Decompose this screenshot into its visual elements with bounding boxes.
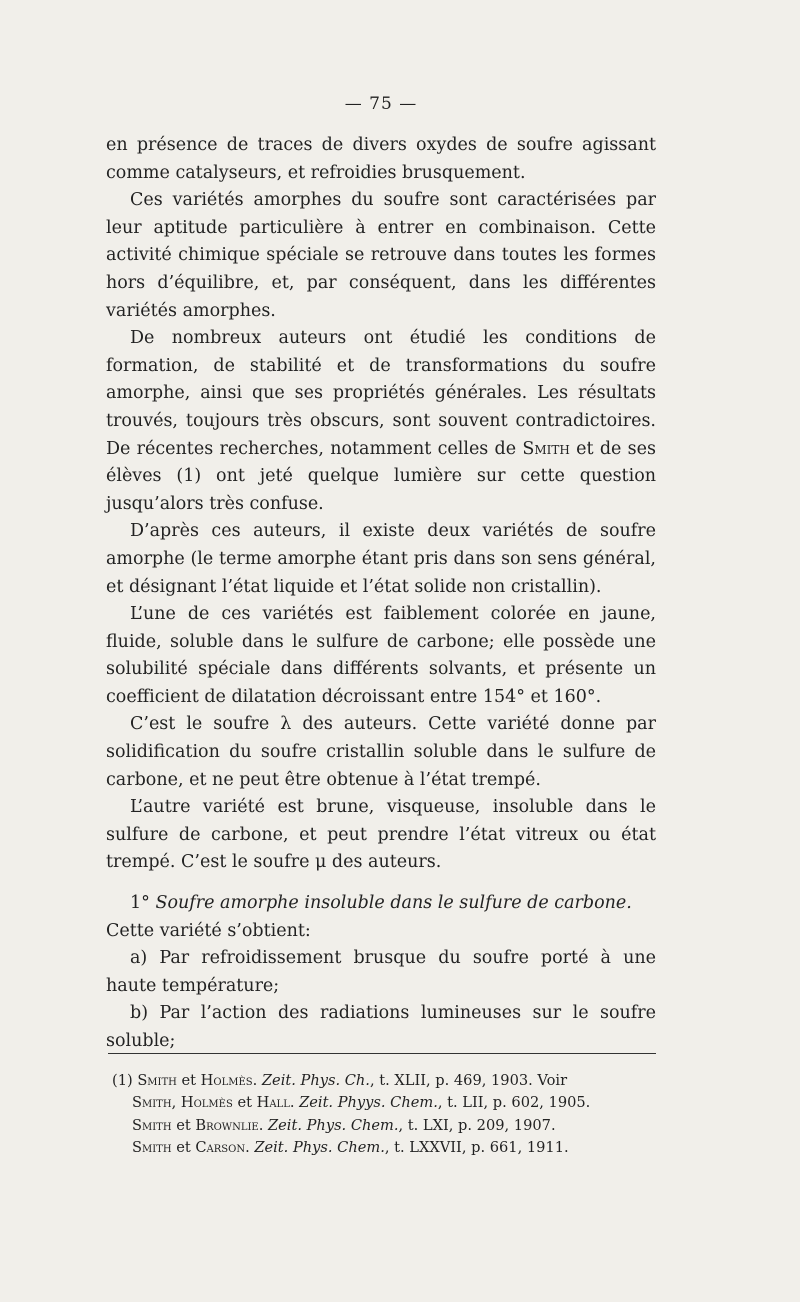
paragraph-1: en présence de traces de divers oxydes de soufre agissant comme catalyseurs, et refroidies brusquement. bbox=[106, 135, 656, 183]
fn2-sep-2: et bbox=[232, 1094, 257, 1112]
fn2-dot: . bbox=[289, 1094, 300, 1112]
fn4-journal: Zeit. Phys. Chem. bbox=[254, 1139, 385, 1157]
footnote-line-4 bbox=[112, 1137, 662, 1159]
footnote-line-3 bbox=[112, 1115, 662, 1137]
footnote-line-2 bbox=[112, 1092, 662, 1114]
fn1-sep: et bbox=[176, 1072, 201, 1089]
list-item-a: a) Par refroidissement brusque du soufre porté à une haute température; bbox=[106, 948, 656, 996]
fn1-ref: , t. XLII, p. 469, 1903. Voir bbox=[369, 1072, 568, 1089]
fn1-author-2: Holmès bbox=[200, 1072, 253, 1089]
fn1-marker: (1) bbox=[112, 1072, 138, 1089]
fn3-journal: Zeit. Phys. Chem. bbox=[268, 1116, 399, 1134]
body-text bbox=[106, 132, 656, 1056]
section-heading bbox=[106, 890, 656, 918]
footnotes bbox=[112, 1070, 662, 1160]
fn1-journal: Zeit. Phys. Ch. bbox=[261, 1072, 370, 1089]
footnote-line-1 bbox=[112, 1070, 662, 1092]
paragraph-3-text: De nombreux auteurs ont étudié les conditions de formation, de stabilité et de transformations du soufre amorphe, ainsi que ses propriétés générales. Les résultats trouvés, toujours très obscurs, sont souvent contradictoires. De récentes recherches, notamment celles de bbox=[106, 328, 656, 459]
section-title: Soufre amorphe insoluble dans le sulfure de carbone. bbox=[155, 893, 632, 914]
fn3-sep: et bbox=[171, 1116, 196, 1134]
paragraph-5: L’une de ces variétés est faiblement colorée en jaune, fluide, soluble dans le sulfure de carbone; elle possède une solubilité spéciale dans différents solvants, et présente un coefficient de dilatation décroissant entre 154° et 160°. bbox=[106, 604, 656, 707]
paragraph-4: D’après ces auteurs, il existe deux variétés de soufre amorphe (le terme amorphe étant pris dans son sens général, et désignant l’état liquide et l’état solide non cristallin). bbox=[106, 521, 656, 597]
fn1-dot: . bbox=[252, 1072, 262, 1089]
fn3-ref: , t. LXI, p. 209, 1907. bbox=[398, 1116, 556, 1134]
fn3-author-1: Smith bbox=[132, 1116, 172, 1134]
list-item-b: b) Par l’action des radiations lumineuses sur le soufre soluble; bbox=[106, 1003, 656, 1051]
paragraph-3 bbox=[106, 325, 656, 518]
fn4-ref: , t. LXXVII, p. 661, 1911. bbox=[384, 1139, 569, 1157]
fn2-journal: Zeit. Phyys. Chem. bbox=[299, 1094, 438, 1112]
fn2-sep-1: , bbox=[171, 1094, 181, 1112]
fn2-author-3: Hall bbox=[256, 1094, 290, 1112]
paragraph-7: L’autre variété est brune, visqueuse, insoluble dans le sulfure de carbone, et peut prendre l’état vitreux ou état trempé. C’est le soufre μ des auteurs. bbox=[106, 797, 656, 873]
fn4-author-2: Carson bbox=[195, 1139, 246, 1157]
fn4-author-1: Smith bbox=[132, 1139, 172, 1157]
fn1-author-1: Smith bbox=[137, 1072, 177, 1089]
footnote-divider bbox=[108, 1053, 656, 1054]
fn2-ref: , t. LII, p. 602, 1905. bbox=[437, 1094, 591, 1112]
paragraph-2: Ces variétés amorphes du soufre sont caractérisées par leur aptitude particulière à entrer en combinaison. Cette activité chimique spéciale se retrouve dans toutes les formes hors d’équilibre, et, par conséquent, dans les différentes variétés amorphes. bbox=[106, 190, 656, 321]
fn2-author-1: Smith bbox=[132, 1094, 172, 1112]
fn2-author-2: Holmès bbox=[180, 1094, 233, 1112]
paragraph-3-tail: et de ses élèves (1) ont jeté quelque lumière sur cette question jusqu’alors très confuse. bbox=[106, 438, 656, 514]
author-name-smith: Smith bbox=[522, 438, 570, 459]
fn3-dot: . bbox=[258, 1116, 269, 1134]
fn4-dot: . bbox=[245, 1139, 255, 1157]
section-intro: Cette variété s’obtient: bbox=[106, 920, 311, 941]
fn4-sep: et bbox=[171, 1139, 196, 1157]
paragraph-6: C’est le soufre λ des auteurs. Cette variété donne par solidification du soufre cristallin soluble dans le sulfure de carbone, et ne peut être obtenue à l’état trempé. bbox=[106, 714, 656, 790]
page-number: — 75 — bbox=[344, 94, 418, 114]
fn3-author-2: Brownlie bbox=[195, 1116, 259, 1134]
section-number: 1° bbox=[130, 893, 150, 914]
